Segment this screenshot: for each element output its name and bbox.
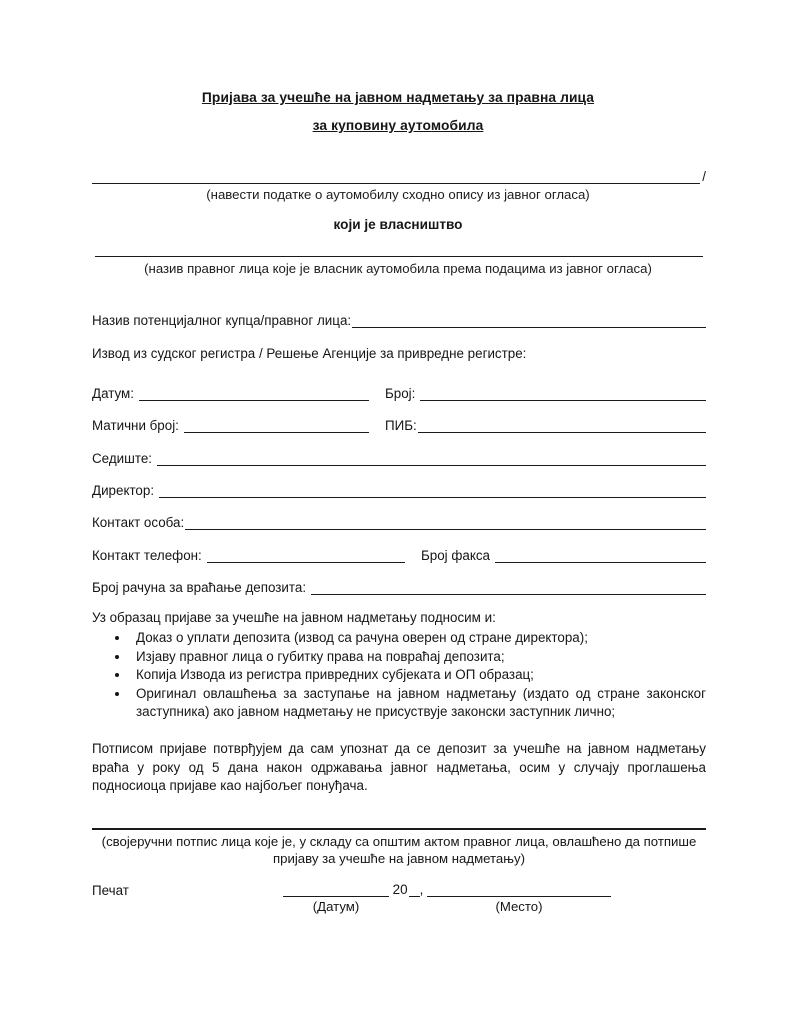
tax-id-label: ПИБ:: [385, 418, 417, 433]
company-number-field: [92, 415, 369, 433]
contact-phone-label: Контакт телефон:: [92, 548, 202, 563]
seat-field: [92, 448, 706, 466]
comma-mark: ,: [419, 882, 424, 897]
signature-caption: (својеручни потпис лица које је, у складу са општим актом правног лица, овлашћено да потпише пријаву за учешће на јавном надметању): [101, 834, 697, 866]
date-label: Датум:: [92, 386, 134, 401]
company-number-label: Матични број:: [92, 418, 179, 433]
place-caption: (Место): [495, 899, 543, 914]
date-caption: (Датум): [312, 899, 360, 914]
year-blank-underline: [409, 881, 420, 897]
fax-label: Број факса: [421, 548, 490, 563]
seat-blank-line: [157, 448, 706, 466]
deposit-account-field: [92, 577, 706, 595]
owner-name-caption: (назив правног лица које је власник аутомобила према подацима из јавног огласа): [144, 261, 652, 276]
contact-person-blank-line: [185, 512, 706, 530]
signature-line: [92, 828, 706, 830]
attachment-item: • Оригинал овлашћења за заступање на јавном надметању (издато од стране законског заступника) ако јавном надметању не присуствује законски заступник лично;: [130, 685, 706, 721]
date-blank-line: [139, 383, 369, 401]
date-place-block: [283, 881, 611, 914]
deposit-account-label: Број рачуна за враћање депозита:: [92, 580, 307, 595]
spacer: [389, 897, 427, 914]
director-label: Директор:: [92, 483, 155, 498]
vehicle-description-blank-line: [92, 166, 700, 184]
vehicle-description-field: [92, 166, 706, 184]
year-prefix: 20: [392, 882, 408, 897]
date-blank-underline: [283, 881, 389, 897]
registry-label: Извод из судског регистра / Решење Агенције за привредне регистре:: [92, 346, 527, 361]
form-title-line1: Пријава за учешће на јавном надметању за правна лица: [201, 90, 595, 105]
seat-label: Седиште:: [92, 451, 153, 466]
director-blank-line: [159, 480, 706, 498]
attachment-item: • Доказ о уплати депозита (извод са рачуна оверен од стране директора);: [130, 629, 706, 647]
phone-fax-row: [92, 545, 706, 563]
buyer-name-blank-line: [352, 310, 706, 328]
fax-field: [421, 545, 706, 563]
date-field: [92, 383, 369, 401]
attachments-list: [92, 629, 706, 721]
company-tax-row: [92, 415, 706, 433]
number-field: [385, 383, 706, 401]
date-number-row: [92, 383, 706, 401]
seal-label: Печат: [92, 883, 129, 898]
place-blank-underline: [427, 881, 611, 897]
attachments-intro: Уз образац пријаве за учешће на јавном надметању подносим и:: [92, 610, 496, 625]
contact-person-field: [92, 512, 706, 530]
attachment-item: • Изјаву правног лица о губитку права на повраћај депозита;: [130, 648, 706, 666]
vehicle-description-caption: (навести податке о аутомобилу сходно опису из јавног огласа): [206, 187, 590, 202]
contact-person-label: Контакт особа:: [92, 515, 185, 530]
fax-blank-line: [495, 545, 706, 563]
form-title-line2: за куповину аутомобила: [312, 118, 484, 133]
deposit-statement: Потписом пријаве потврђујем да сам упознат да се депозит за учешће на јавном надметању враћа у року од 5 дана након одржавања јавног надметања, осим у случају проглашења подносиоца пријаве као најбољег понуђача.: [92, 741, 706, 794]
attachment-item: • Копија Извода из регистра привредних субјеката и ОП образац;: [130, 666, 706, 684]
deposit-account-blank-line: [311, 577, 706, 595]
buyer-name-label: Назив потенцијалног купца/правног лица:: [92, 313, 352, 328]
buyer-name-field: [92, 310, 706, 328]
ownership-heading: који је власништво: [333, 217, 463, 232]
tax-id-blank-line: [418, 415, 706, 433]
company-number-blank-line: [184, 415, 369, 433]
slash-mark: /: [702, 169, 706, 184]
director-field: [92, 480, 706, 498]
number-label: Број:: [385, 386, 416, 401]
year-prefix-group: [389, 881, 427, 897]
tax-id-field: [385, 415, 706, 433]
contact-phone-field: [92, 545, 405, 563]
contact-phone-blank-line: [207, 545, 405, 563]
number-blank-line: [420, 383, 706, 401]
owner-name-blank-line: [95, 241, 703, 257]
